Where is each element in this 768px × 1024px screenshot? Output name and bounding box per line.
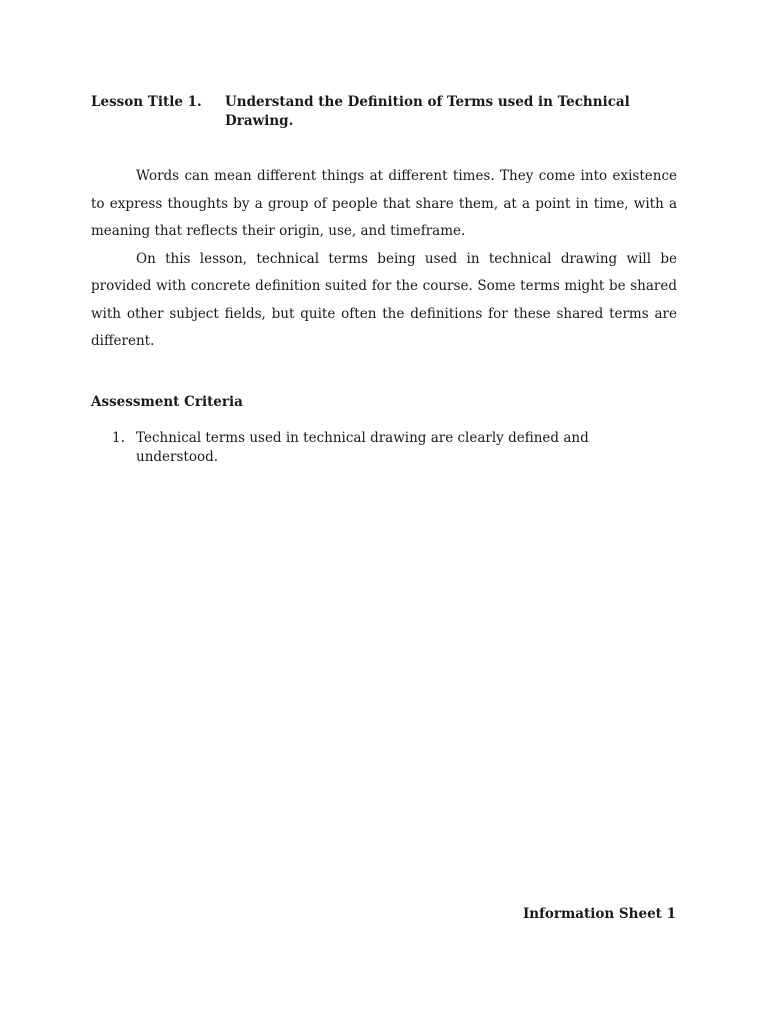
lesson-title-label: Lesson Title 1. — [91, 94, 202, 110]
lesson-title — [91, 93, 691, 131]
paragraph-lesson-scope: On this lesson, technical terms being used in technical drawing will be provided with concrete definition suited for the course. Some terms might be shared with other subject fields, but quite often the definitions for these shared terms are different. — [91, 250, 677, 349]
information-sheet-label: Information Sheet 1 — [522, 906, 676, 922]
lesson-title-text: Understand the Definition of Terms used in Technical Drawing. — [225, 94, 630, 129]
list-item-number: 1. — [112, 430, 125, 446]
paragraph-intro: Words can mean different things at different times. They come into existence to express thoughts by a group of people that share them, at a point in time, with a meaning that reflects their origin, use, and timeframe. — [91, 168, 677, 239]
assessment-criteria-list — [112, 429, 652, 467]
assessment-criteria-heading: Assessment Criteria — [91, 394, 243, 410]
list-item — [112, 429, 652, 467]
list-item-text: Technical terms used in technical drawing are clearly defined and understood. — [136, 430, 589, 465]
lesson-body — [91, 163, 677, 356]
